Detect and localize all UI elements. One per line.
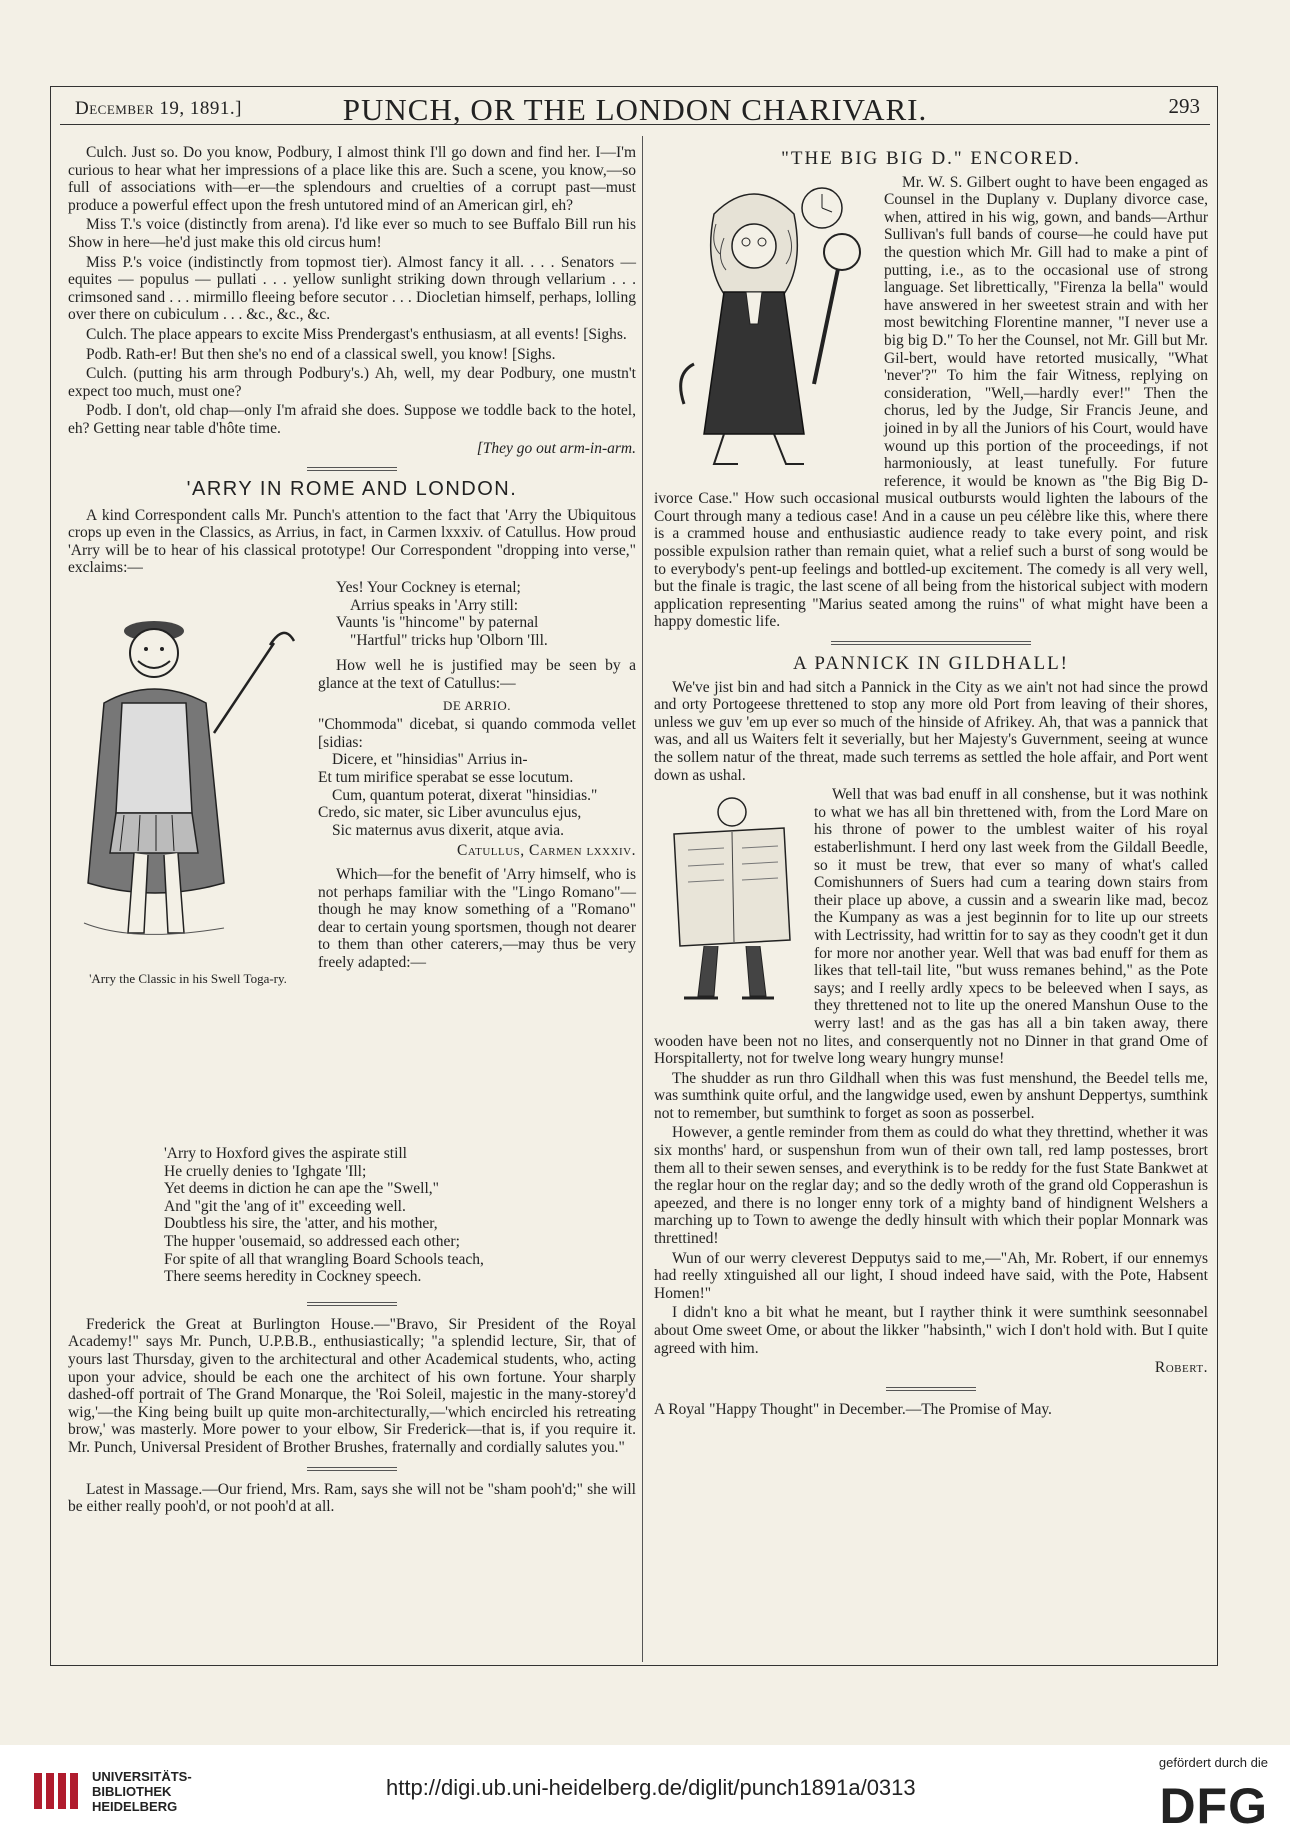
dialogue-line: Culch. (putting his arm through Podbury's.) Ah, well, my dear Podbury, one mustn't expect too much, must one? <box>68 365 636 400</box>
latin-line: Sic maternus avus dixerit, atque avia. <box>332 821 565 839</box>
footer <box>0 1745 1290 1836</box>
arry-title: 'ARRY IN ROME AND LONDON. <box>186 478 518 501</box>
library-line: HEIDELBERG <box>92 1799 178 1814</box>
verse-line: Yes! Your Cockney is eternal; <box>336 579 521 597</box>
section-rule <box>886 1387 976 1391</box>
pannick-paragraph: Well that was bad enuff in all conshense, but it was nothink to what we has all bin threttened with, from the Lord Mare on his throne of power to the umblest waiter of his royal estaberlishmunt. I herd ony last week from the Gildall Beedle, so it must be trew, that ever so many of what's called Comishunners of Suers had cum a tearing down stairs from their place up above, a cussin and a swearin like mad, becoz the Kumpany as was a jest beginnin for to lite up our streets with Lectrissity, had writtin for to say as they coodn't get it dun for more nor another year. Well that was bad enuff for them as likes that tell-tail lite, "but wuss remanes behind," as the Pote says; and I reelly ardly xpecs to be beleeved when I says, as they threttened not to lite up the onered Manshun Ouse to the werry last! and as the gas has all a bin taken away, there wooden have been not no lites, and conserquently not no Dinner in that grand Ome of Horspitallerty, not for twelve long weary hungry munse! <box>654 786 1208 1068</box>
latin-line: Dicere, et "hinsidias" Arrius in- <box>332 751 528 769</box>
verse-line: "Hartful" tricks hup 'Olborn 'Ill. <box>350 631 548 649</box>
verse-line: Vaunts 'is "hincome" by paternal <box>336 614 539 632</box>
verse-line: 'Arry to Hoxford gives the aspirate still <box>164 1145 407 1163</box>
pannick-paragraph: I didn't kno a bit what he meant, but I rayther think it were sumthink seesonnabel about Ome sweet Ome, or about the likker "habsinth," wich I don't hold with. But I quite agreed with him. <box>654 1304 1208 1357</box>
verse-line: The hupper 'ousemaid, so addressed each other; <box>164 1233 460 1251</box>
arry-side-text <box>318 579 636 973</box>
verse-line: Doubtless his sire, the 'atter, and his mother, <box>164 1215 438 1233</box>
latin-heading: DE ARRIO. <box>442 697 512 713</box>
arry-intro: A kind Correspondent calls Mr. Punch's attention to the fact that 'Arry the Ubiquitous crops up even in the Classics, as Arrius, in fact, in Carmen lxxxiv. of Catullus. How proud 'Arry will be to hear of his classical prototype! Our Correspondent "dropping into verse," exclaims:— <box>68 506 636 577</box>
verse-line: There seems heredity in Cockney speech. <box>164 1268 422 1286</box>
verse-two <box>68 1145 636 1286</box>
dialogue-line: Podb. I don't, old chap—only I'm afraid she does. Suppose we toddle back to the hotel, eh? Getting near table d'hôte time. <box>68 402 636 437</box>
library-line: BIBLIOTHEK <box>92 1784 172 1799</box>
bigd-paragraph: Mr. W. S. Gilbert ought to have been engaged as Counsel in the Duplany v. Duplany divorce case, when, attired in his wig, gown, and bands—Arthur Sullivan's full bands of course—he could have put the question which Mr. Gill had to make a pint of putting, i.e., as to the occasional use of strong language. Set librettically, "Firenza la bella" would have answered in her sweetest strain and with her most bewitching Florentine manner, "I never use a big big D." To her the Counsel, not Mr. Gill but Mr. Gil-bert, would have retorted musically, "What 'never'?" To him the fair Witness, replying on consideration, "Well,—hardly ever!" Then the chorus, led by the Judge, Sir Francis Jeune, and joined in by all the Juniors of his Court, would have wound up this portion of the proceedings, if not harmoniously, at least tunefully. For future reference, it would be known as "the Big Big D-ivorce Case." How such occasional musical outbursts would lighten the labours of the Court through many a tedious case! And in a cause un peu célèbre like this, where there is a crammed house and enthusiastic audience ready to take every point, and risk possible expulsion rather than remain quiet, what a relief such a burst of song would be to everybody's pent-up feelings and bottled-up excitement. The comedy is all very well, but the finale is tragic, the last scene of all being from the historical subject with modern application representing "Marius seated among the ruins" of what might have been a happy domestic life. <box>654 173 1208 631</box>
pannick-paragraph: However, a gentle reminder from them as could do what they threttind, whether it was six months' hard, or suspenshun from wun of their own tall, red lamp postesses, brort them all to their sewen senses, and everythink is to be reddy for the fust State Bankwet at the reglar hour on the reglar day; and so the dedly wroth of the grand old Copperashun is apeezed, and there is no longer enny tork of a mighty band of hindignent Welshers a marching up to Town to awenge the dedly hinsult with which their poplar Monnark was threttined! <box>654 1124 1208 1248</box>
latin-attribution: Catullus, Carmen lxxxiv. <box>457 842 636 860</box>
source-url-link[interactable]: http://digi.ub.uni-heidelberg.de/diglit/punch1891a/0313 <box>386 1775 916 1800</box>
dialogue-line: Miss T.'s voice (distinctly from arena). I'd like ever so much to see Buffalo Bill run his Show in here—he'd just make this old circus hum! <box>68 216 636 251</box>
library-line: UNIVERSITÄTS- <box>92 1769 192 1784</box>
latin-line: Et tum mirifice sperabat se esse locutum. <box>318 769 574 786</box>
left-column <box>68 144 636 1518</box>
judge-illustration <box>654 174 874 474</box>
section-rule <box>831 641 1031 645</box>
section-rule <box>307 1467 397 1471</box>
section-rule <box>307 1302 397 1306</box>
right-column <box>654 146 1208 1420</box>
pannick-block <box>654 786 1208 1068</box>
latin-line: Credo, sic mater, sic Liber avunculus ejus, <box>318 804 582 822</box>
arry-toga-illustration <box>74 583 306 959</box>
verse-one <box>318 579 636 649</box>
masthead-title: PUNCH, OR THE LONDON CHARIVARI. <box>342 92 928 127</box>
justified-paragraph: How well he is justified may be seen by a glance at the text of Catullus:— <box>318 657 636 693</box>
masthead-date: December 19, 1891.] <box>75 98 242 119</box>
page-number: 293 <box>1168 94 1200 118</box>
verse-line: For spite of all that wrangling Board Schools teach, <box>164 1250 484 1268</box>
pannick-paragraph: Wun of our werry cleverest Depputys said to me,—"Ah, Mr. Robert, if our ennemys had reelly xtinguished all our light, I shoud indeed have said, with the Pote, Habsent Homen!" <box>654 1249 1208 1302</box>
verse-line: He cruelly denies to 'Ighgate 'Ill; <box>164 1162 367 1180</box>
latin-line: Cum, quantum poterat, dixerat "hinsidias." <box>332 786 598 804</box>
column-divider <box>642 136 643 1662</box>
pannick-paragraph: The shudder as run thro Gildhall when this was fust menshund, the Beedel tells me, was sumthink quite orful, and the langwidge used, ewen by anshunt Deppertys, sumthink not to remember, but sumthink to forget as soon as posserbel. <box>654 1069 1208 1122</box>
dialogue-line: Miss P.'s voice (indistinctly from topmost tier). Almost fancy it all. . . . Senators — equites — populus — pullati . . . yellow sunlight striking down through vellarium . . . crimsoned sand . . . mirmillo fleeing before secutor . . . Diocletian himself, perhaps, lolling over there on cubiculum . . . &c., &c., &c. <box>68 253 636 324</box>
dialogue-line: Podb. Rath-er! But then she's no end of a classical swell, you know! [Sighs. <box>86 345 556 363</box>
stage-direction: [They go out arm-in-arm. <box>476 439 636 457</box>
verse-line: Yet deems in diction he can ape the "Swell," <box>164 1180 439 1198</box>
library-name <box>92 1769 192 1814</box>
dfg-logo: DFG <box>1159 1778 1268 1834</box>
section-rule <box>307 467 397 471</box>
massage-paragraph: Latest in Massage.—Our friend, Mrs. Ram, says she will not be "sham pooh'd;" she will be either really pooh'd, or not pooh'd at all. <box>68 1480 636 1516</box>
frederick-paragraph: Frederick the Great at Burlington House.—"Bravo, Sir President of the Royal Academy!" says Mr. Punch, U.P.B.B., enthusiastically; "a splendid lecture, Sir, that of yours last Thursday, given to the architectural and other Academical students, who, acting upon your advice, should be each one the architect of his own fortune. Your sharply dashed-off portrait of The Grand Monarque, the 'Roi Soleil, majestic in the many-storey'd wig,'—the King being built up quite mon-architecturally,—'which encircled his retreating brow,' was masterly. More power to your elbow, Sir Frederick—that is, if you require it. Mr. Punch, Universal President of Brother Brushes, fraternally and cordially salutes you." <box>68 1315 636 1456</box>
latin-verse <box>318 716 636 839</box>
dialogue-line: Culch. The place appears to excite Miss Prendergast's enthusiasm, at all events! [Sighs. <box>86 325 627 343</box>
verse-line: Arrius speaks in 'Arry still: <box>350 596 519 614</box>
which-paragraph: Which—for the benefit of 'Arry himself, who is not perhaps familiar with the "Lingo Romano"—though he may know something of a "Romano" dear to certain young sportsmen, though not dearer to them than other caterers,—may thus be very freely adapted:— <box>318 865 636 971</box>
university-library-logo <box>30 1767 82 1815</box>
pannick-title: A PANNICK IN GILDHALL! <box>792 653 1070 675</box>
arry-block <box>68 579 636 1139</box>
royal-paragraph: A Royal "Happy Thought" in December.—The Promise of May. <box>654 1400 1052 1418</box>
dialogue-line: Culch. Just so. Do you know, Podbury, I almost think I'll go down and find her. I—I'm curious to hear what her impressions of a place like this are. Such a scene, you know,—so full of associations with—er—the splendours and cruelties of a corrupt past—must produce a powerful effect upon the fresh untutored mind of an American girl, eh? <box>68 144 636 214</box>
bigd-title: "THE BIG BIG D." ENCORED. <box>781 148 1081 169</box>
bigd-block <box>654 174 1208 631</box>
masthead <box>60 88 1210 125</box>
funded-label: gefördert durch die <box>1158 1755 1268 1770</box>
latin-line: "Chommoda" dicebat, si quando commoda vellet [sidias: <box>318 716 636 751</box>
pannick-paragraph: We've jist bin and had sitch a Pannick in the City as we ain't not had since the prowd and orty Portogeese threttened to stop any more old Port from leaving of their shores, unless we guv 'em up ever so much of the hinside of Afrikey. Ah, that was a pannick that was, and all us Waiters felt it severially, but her Majesty's Guvernment, seeing at wunce the sollem natur of the threat, made such terrems as settled the hole affair, and Port went down as ushal. <box>654 678 1208 784</box>
beadle-illustration <box>654 790 804 1014</box>
signature: Robert. <box>1154 1359 1208 1377</box>
arry-caption: 'Arry the Classic in his Swell Toga-ry. <box>89 971 287 987</box>
verse-line: And "git the 'ang of it" exceeding well. <box>164 1197 406 1215</box>
